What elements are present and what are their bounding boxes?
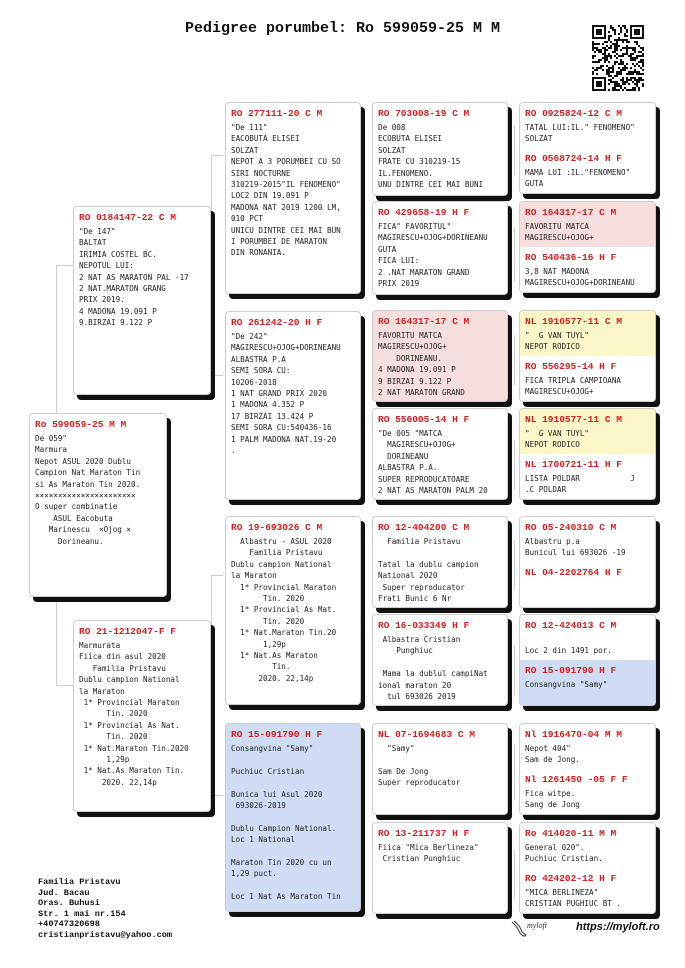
dam-section[interactable] [520, 868, 655, 913]
ancestor-pair-card[interactable] [519, 408, 656, 500]
subject-card[interactable] [29, 413, 167, 597]
page-title: Pedigree porumbel: Ro 599059-25 M M [184, 20, 501, 37]
ring-number: RO 556005-14 H F [378, 414, 470, 425]
ring-number: RO 12-404200 C M [378, 522, 470, 533]
pigeon-notes: Albastru p.a Bunicul lui 693026 -19 [525, 537, 626, 558]
ring-number: Ro 414020-11 M M [525, 828, 617, 839]
connector-line [211, 375, 223, 376]
great-grandparent-card[interactable] [372, 310, 508, 402]
grandparent-card[interactable] [225, 102, 361, 294]
dam-section[interactable] [520, 454, 655, 499]
dam-section[interactable] [520, 562, 655, 607]
pigeon-notes: Fiica "Mica Berlineza" Cristian Punghiuc [378, 843, 479, 864]
sire-section[interactable] [520, 103, 655, 149]
connector-line [211, 155, 223, 156]
parent-card-sire[interactable] [73, 206, 211, 395]
ancestor-pair-card[interactable] [519, 516, 656, 608]
pigeon-notes: "De 242" MAGIRESCU+OJOG+DORINEANU ALBASTRA P.A SEMI SORA CU: 10206-2018 1 NAT GRAND PRIX 2020 1 MADONA 4.352 P 17 BIRZAI 13.424 P SEMI SORA CU:540436-16 1 PALM MADONA NAT.19-20 . [231, 332, 341, 456]
ring-number: RO 16-033349 H F [378, 620, 470, 631]
pigeon-notes: "De 111" EACOBUTA ELISEI SOLZAT NEPOT A 3 PORUMBEI CU SO SIRI NOCTURNE 310219-2015"IL FENOMENO" LOC2 DIN 19.091 P MADONA NAT 2019 1200 LM, 010 PCT UNICU DINTRE CEI MAI BUN I PORUMBEI DE MARATON DIN RONANIA. [231, 123, 341, 258]
great-grandparent-card[interactable] [372, 102, 508, 196]
pigeon-notes: General 020". Puchiuc Cristian. [525, 843, 603, 864]
pigeon-notes: Consangvina "Samy" Puchiuc Cristian Bunica lui Asul 2020 693026-2019 Dublu Campion National. Loc 1 National Maraton Tin 2020 cu un 1,29 puct. Loc 1 Nat As Maraton Tin [231, 744, 341, 902]
pigeon-notes: 3,8 NAT MADONA MAGIRESCU+OJOG+DORINEANU [525, 267, 635, 288]
pigeon-notes: TATAL LUI:IL." FENOMENO" SOLZAT [525, 123, 635, 144]
connector-line [56, 595, 57, 685]
connector-line [514, 440, 515, 490]
connector-line [514, 850, 515, 900]
ring-number: NL 1700721-11 H F [525, 459, 622, 470]
ring-number: RO 0184147-22 C M [79, 212, 176, 223]
ring-number: RO 12-424013 C M [525, 620, 617, 631]
ring-number: RO 556295-14 H F [525, 361, 617, 372]
ancestor-pair-card[interactable] [519, 822, 656, 914]
ring-number: NL 1910577-11 C M [525, 414, 622, 425]
pigeon-notes: De 059" Marmura Nepot ASUL 2020 Dublu Campion Nat Maraton Tin si As Maraton Tin 2020. ×××××××××××××××××××××× O super combinatie ASUL Eacobuta Marinescu ×Ojog × Dorineanu. [35, 434, 141, 546]
connector-line [56, 265, 74, 266]
ring-number: RO 703008-19 C M [378, 108, 470, 119]
connector-line [364, 145, 365, 250]
pigeon-notes: FAVORITU MATCA MAGIRESCU+OJOG+ [525, 222, 594, 243]
ring-number: NL 07-1694683 C M [378, 729, 475, 740]
ring-number: RO 164317-17 C M [378, 316, 470, 327]
ring-number: NL 1910577-11 C M [525, 316, 622, 327]
sire-section[interactable] [520, 202, 655, 248]
ring-number: RO 164317-17 C M [525, 207, 617, 218]
ring-number: RO 261242-20 H F [231, 317, 323, 328]
pigeon-notes: "De 147" BALTAT IRIMIA COSTEL BC. NEPOTUL LUI: 2 NAT AS MARATON PAL -17 2 NAT.MARATON GRANG PRIX 2019. 4 MADONA 19.091 P 9.BIRZAI 9.122 P [79, 227, 189, 328]
ring-number: RO 0925824-12 C M [525, 108, 622, 119]
ancestor-pair-card[interactable] [519, 723, 656, 815]
sire-section[interactable] [520, 409, 655, 455]
ring-number: RO 21-1212047-F F [79, 626, 176, 637]
great-grandparent-card[interactable] [372, 822, 508, 914]
pigeon-notes: FICA" FAVORITUL" MAGIRESCU+OJOG+DORINEANU GUTA FICA LUI: 2 .NAT MARATON GRAND PRIX 2019 [378, 222, 488, 289]
grandparent-card[interactable] [225, 723, 361, 912]
ancestor-pair-card[interactable] [519, 614, 656, 706]
pigeon-notes: Albastru - ASUL 2020 Familia Pristavu Dublu campion National la Maraton 1* Provincial Maraton Tin. 2020 1* Provincial As Mat. Tin. 2020 1* Nat.Maraton Tin.20 1,29p 1* Nat.As Maraton Tin. 2020. 22,14p [231, 537, 337, 683]
pigeon-notes: FAVORITU MATCA MAGIRESCU+OJOG+ DORINEANU. 4 MADONA 19.091 P 9 BIRZAI 9.122 P 2 NAT MARATON GRAND [378, 331, 465, 398]
ancestor-pair-card[interactable] [519, 102, 656, 194]
ring-number: RO 15-091790 H F [231, 729, 323, 740]
pigeon-notes: " G VAN TUYL" NEPOT RODICO [525, 429, 590, 450]
pigeon-notes: Loc 2 din 1491 por. [525, 646, 612, 656]
pigeon-notes: "De 005 "MATCA MAGIRESCU+OJOG+ DORINEANU ALBASTRA P.A. SUPER REPRODUCATOARE 2 NAT AS MARATON PALM 20 [378, 429, 488, 496]
connector-line [56, 685, 74, 686]
ring-number: RO 0568724-14 H F [525, 153, 622, 164]
pigeon-notes: Fica witpe. Sang de Jong [525, 789, 580, 810]
connector-line [514, 645, 515, 695]
connector-line [514, 540, 515, 590]
ring-number: Nl 1261450 -05 F F [525, 774, 628, 785]
pigeon-notes: Consangvina "Samy" [525, 680, 608, 689]
ancestor-pair-card[interactable] [519, 310, 656, 402]
connector-line [56, 265, 57, 415]
connector-line [364, 560, 365, 660]
ring-number: Ro 599059-25 M M [35, 419, 127, 430]
dam-section[interactable] [520, 148, 655, 193]
pigeon-notes: De 008 ECOBUTA ELISEI SOLZAT FRATE CU 310219-15 IL.FENOMENO. UNU DINTRE CEI MAI BUNI [378, 123, 484, 190]
ancestor-pair-card[interactable] [519, 201, 656, 293]
ring-number: RO 424202-12 H F [525, 873, 617, 884]
sire-section[interactable] [520, 724, 655, 770]
dam-section[interactable] [520, 660, 655, 705]
ring-number: RO 13-211737 H F [378, 828, 470, 839]
dam-section[interactable] [520, 769, 655, 814]
logo-text: myloft [527, 921, 547, 930]
great-grandparent-card[interactable] [372, 723, 508, 815]
sire-section[interactable] [520, 615, 655, 661]
ring-number: RO 05-240310 C M [525, 522, 617, 533]
sire-section[interactable] [520, 823, 655, 869]
grandparent-card[interactable] [225, 311, 361, 500]
ring-number: RO 540436-16 H F [525, 252, 617, 263]
ring-number: RO 277111-20 C M [231, 108, 323, 119]
website-link[interactable]: https://myloft.ro [576, 921, 660, 933]
dam-section[interactable] [520, 356, 655, 401]
connector-line [211, 155, 212, 375]
pigeon-notes: "MICA BERLINEZA" CRISTIAN PUGHIUC BT . [525, 888, 622, 909]
grandparent-card[interactable] [225, 516, 361, 705]
connector-line [364, 765, 365, 865]
connector-line [211, 575, 212, 795]
ring-number: Nl 1916470-04 M M [525, 729, 622, 740]
connector-line [514, 125, 515, 175]
sire-section[interactable] [520, 517, 655, 563]
ring-number: RO 19-693026 C M [231, 522, 323, 533]
dam-section[interactable] [520, 247, 655, 292]
great-grandparent-card[interactable] [372, 614, 508, 706]
pigeon-notes: Marmurata Fiica din asul 2020 Familia Pristavu Dublu campion National la Maraton 1* Provincial Maraton Tin. 2020 1* Provincial As Nat. Tin. 2020 1* Nat.Maraton Tin.2020 1,29p 1* Nat.As Maraton Tin. 2020. 22,14p [79, 641, 189, 787]
connector-line [364, 355, 365, 455]
ring-number: RO 15-091790 H F [525, 665, 617, 676]
qr-code-icon [592, 25, 644, 91]
pigeon-notes: Albastra Cristian Punghiuc Mama la dublul campiNat ional maraton 20 tul 693026 2019 [378, 635, 488, 702]
connector-line [514, 227, 515, 282]
connector-line [211, 795, 223, 796]
pigeon-notes: MAMA LUI :IL."FENOMENO" GUTA [525, 168, 631, 189]
ring-number: NL 04-2202764 H F [525, 567, 622, 578]
pigeon-notes: FICA TRIPLA CAMPIOANA MAGIRESCU+OJOG+ [525, 376, 622, 397]
pigeon-notes: "Samy" Sam De Jong Super reproducator [378, 744, 461, 788]
great-grandparent-card[interactable] [372, 516, 508, 608]
ring-number: RO 429658-19 H F [378, 207, 470, 218]
connector-line [514, 745, 515, 800]
pigeon-notes: Familia Pristavu Tatal la dublu campion National 2020 Super reproducator Frati Bunic 6 Nr [378, 537, 479, 604]
great-grandparent-card[interactable] [372, 201, 508, 295]
connector-line [514, 335, 515, 385]
pigeon-notes: Nepot 404" Sam de Jong. [525, 744, 580, 765]
great-grandparent-card[interactable] [372, 408, 508, 500]
owner-contact: Familia Pristavu Jud. Bacau Oras. Buhusi Str. 1 mai nr.154 +40747320698 cristianpristavu@yahoo.com [38, 877, 173, 940]
pigeon-notes: " G VAN TUYL" NEPOT RODICO [525, 331, 590, 352]
pigeon-notes: LISTA POLDAR J .C POLDAR [525, 474, 635, 495]
sire-section[interactable] [520, 311, 655, 357]
parent-card-dam[interactable] [73, 620, 211, 812]
connector-line [211, 575, 223, 576]
